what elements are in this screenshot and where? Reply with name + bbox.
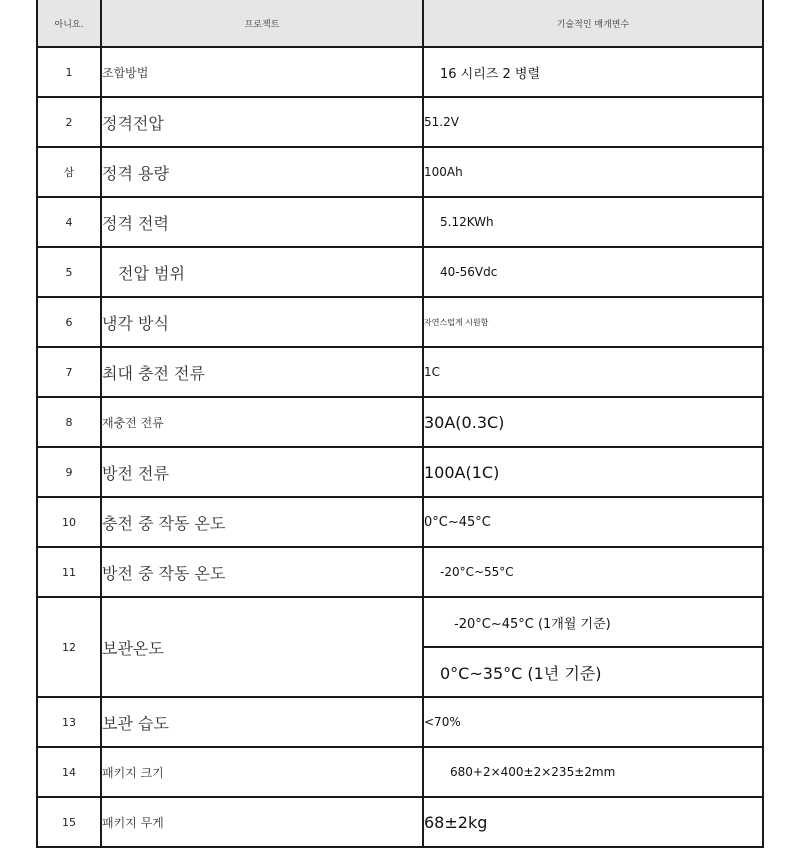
row-no: 12 xyxy=(37,597,101,697)
table-row xyxy=(37,147,763,197)
row-item: 정격전압 xyxy=(101,97,423,147)
row-item: 조합방법 xyxy=(101,47,423,97)
row-value: 680+2×400±2×235±2mm xyxy=(423,747,763,797)
row-no: 11 xyxy=(37,547,101,597)
row-no: 7 xyxy=(37,347,101,397)
row-item: 방전 중 작동 온도 xyxy=(101,547,423,597)
row-item: 충전 중 작동 온도 xyxy=(101,497,423,547)
row-item: 정격 용량 xyxy=(101,147,423,197)
row-item: 전압 범위 xyxy=(101,247,423,297)
row-value: 30A(0.3C) xyxy=(423,397,763,447)
table-row xyxy=(37,247,763,297)
row-no: 15 xyxy=(37,797,101,847)
row-no: 10 xyxy=(37,497,101,547)
table-row xyxy=(37,47,763,97)
row-no: 5 xyxy=(37,247,101,297)
table-row xyxy=(37,497,763,547)
table-row xyxy=(37,197,763,247)
row-value: 자연스럽게 시원함 xyxy=(423,297,763,347)
table-row xyxy=(37,347,763,397)
row-item: 최대 충전 전류 xyxy=(101,347,423,397)
row-value: -20°C~55°C xyxy=(423,547,763,597)
row-value: 51.2V xyxy=(423,97,763,147)
row-no: 1 xyxy=(37,47,101,97)
row-no: 13 xyxy=(37,697,101,747)
table-row xyxy=(37,747,763,797)
table-row xyxy=(37,297,763,347)
header-project: 프로젝트 xyxy=(101,0,423,47)
row-value: 100A(1C) xyxy=(423,447,763,497)
row-value: <70% xyxy=(423,697,763,747)
row-no: 4 xyxy=(37,197,101,247)
header-no: 아니요. xyxy=(37,0,101,47)
row-value: 68±2kg xyxy=(423,797,763,847)
spec-table xyxy=(36,0,764,848)
row-item: 패키지 크기 xyxy=(101,747,423,797)
table-header xyxy=(37,0,763,47)
row-value: -20°C~45°C (1개월 기준) xyxy=(423,597,763,647)
row-value: 16 시리즈 2 병렬 xyxy=(423,47,763,97)
row-item: 냉각 방식 xyxy=(101,297,423,347)
row-value: 0°C~45°C xyxy=(423,497,763,547)
row-no: 9 xyxy=(37,447,101,497)
row-value: 5.12KWh xyxy=(423,197,763,247)
table-row xyxy=(37,797,763,847)
row-no: 2 xyxy=(37,97,101,147)
header-params: 기술적인 매개변수 xyxy=(423,0,763,47)
table-row xyxy=(37,547,763,597)
table-row xyxy=(37,697,763,747)
row-value: 100Ah xyxy=(423,147,763,197)
table-row xyxy=(37,447,763,497)
row-item: 정격 전력 xyxy=(101,197,423,247)
row-item: 패키지 무게 xyxy=(101,797,423,847)
row-item: 보관온도 xyxy=(101,597,423,697)
row-value-2: 0°C~35°C (1년 기준) xyxy=(423,647,763,697)
row-item: 재충전 전류 xyxy=(101,397,423,447)
row-no: 6 xyxy=(37,297,101,347)
row-value: 40-56Vdc xyxy=(423,247,763,297)
table-row xyxy=(37,97,763,147)
row-no: 삼 xyxy=(37,147,101,197)
row-no: 8 xyxy=(37,397,101,447)
row-value: 1C xyxy=(423,347,763,397)
row-item: 방전 전류 xyxy=(101,447,423,497)
row-no: 14 xyxy=(37,747,101,797)
table-row xyxy=(37,397,763,447)
row-item: 보관 습도 xyxy=(101,697,423,747)
table-row xyxy=(37,597,763,647)
